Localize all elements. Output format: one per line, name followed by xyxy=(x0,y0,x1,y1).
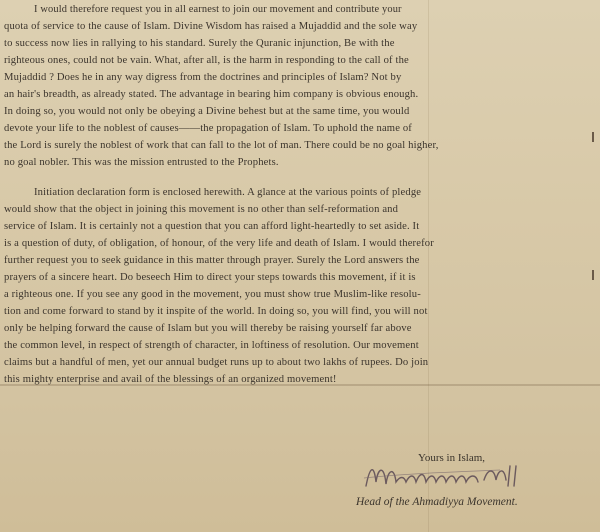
paragraph-1-line: no goal nobler. This was the mission entrusted to the Prophets. xyxy=(4,157,279,168)
paragraph-1-line: an hair's breadth, as already stated. The advantage in bearing him company is obvious enough. xyxy=(4,89,419,100)
paragraph-1-line: to success now lies in rallying to his standard. Surely the Quranic injunction, Be with the xyxy=(4,38,395,49)
paragraph-2-line: a righteous one. If you see any good in the movement, you must show true Muslim-like resolu- xyxy=(4,289,421,300)
paragraph-2-line: further request you to seek guidance in this matter through prayer. Surely the Lord answers the xyxy=(4,255,420,266)
paragraph-2-line: claims but a handful of men, yet our annual budget runs up to about two lakhs of rupees. Do join xyxy=(4,357,429,368)
paragraph-2-line: the common level, in respect of strength of character, in loftiness of resolution. Our movement xyxy=(4,340,419,351)
paragraph-2-line: is a question of duty, of obligation, of honour, of the very life and death of Islam. I would therefor xyxy=(4,238,434,249)
paragraph-2-line: Initiation declaration form is enclosed herewith. A glance at the various points of pledge xyxy=(34,187,422,198)
paragraph-2-line: this mighty enterprise and avail of the blessings of an organized movement! xyxy=(4,374,337,385)
paragraph-2-line: service of Islam. It is certainly not a question that you can afford light-heartedly to set aside. It xyxy=(4,221,420,232)
signatory-title: Head of the Ahmadiyya Movement. xyxy=(356,496,518,508)
paragraph-2-line: only be helping forward the cause of Islam but you will thereby be raising yourself far above xyxy=(4,323,412,334)
paragraph-2-line: tion and come forward to stand by it inspite of the world. In doing so, you will find, you will not xyxy=(4,306,428,317)
handwritten-signature xyxy=(360,456,536,496)
paragraph-1-line: I would therefore request you in all earnest to join our movement and contribute your xyxy=(34,4,402,15)
paragraph-1-line: righteous ones, could not be vain. What, after all, is the harm in responding to the call of the xyxy=(4,55,409,66)
closing-salutation: Yours in Islam, xyxy=(418,452,486,464)
paragraph-1-line: the Lord is surely the noblest of work that can fall to the lot of man. There could be no goal higher, xyxy=(4,140,439,151)
paragraph-1-line: In doing so, you would not only be obeying a Divine behest but at the same time, you would xyxy=(4,106,410,117)
paragraph-1-line: Mujaddid ? Does he in any way digress from the doctrines and principles of Islam? Not by xyxy=(4,72,402,83)
paragraph-2-line: prayers of a sincere heart. Do beseech Him to direct your steps towards this movement, if it is xyxy=(4,272,416,283)
paragraph-2-line: would show that the object in joining this movement is no other than self-reformation and xyxy=(4,204,399,215)
paragraph-1-line: devote your life to the noblest of causes——the propagation of Islam. To uphold the name of xyxy=(4,123,412,134)
paragraph-1-line: quota of service to the cause of Islam. Divine Wisdom has raised a Mujaddid and the sole way xyxy=(4,21,418,32)
